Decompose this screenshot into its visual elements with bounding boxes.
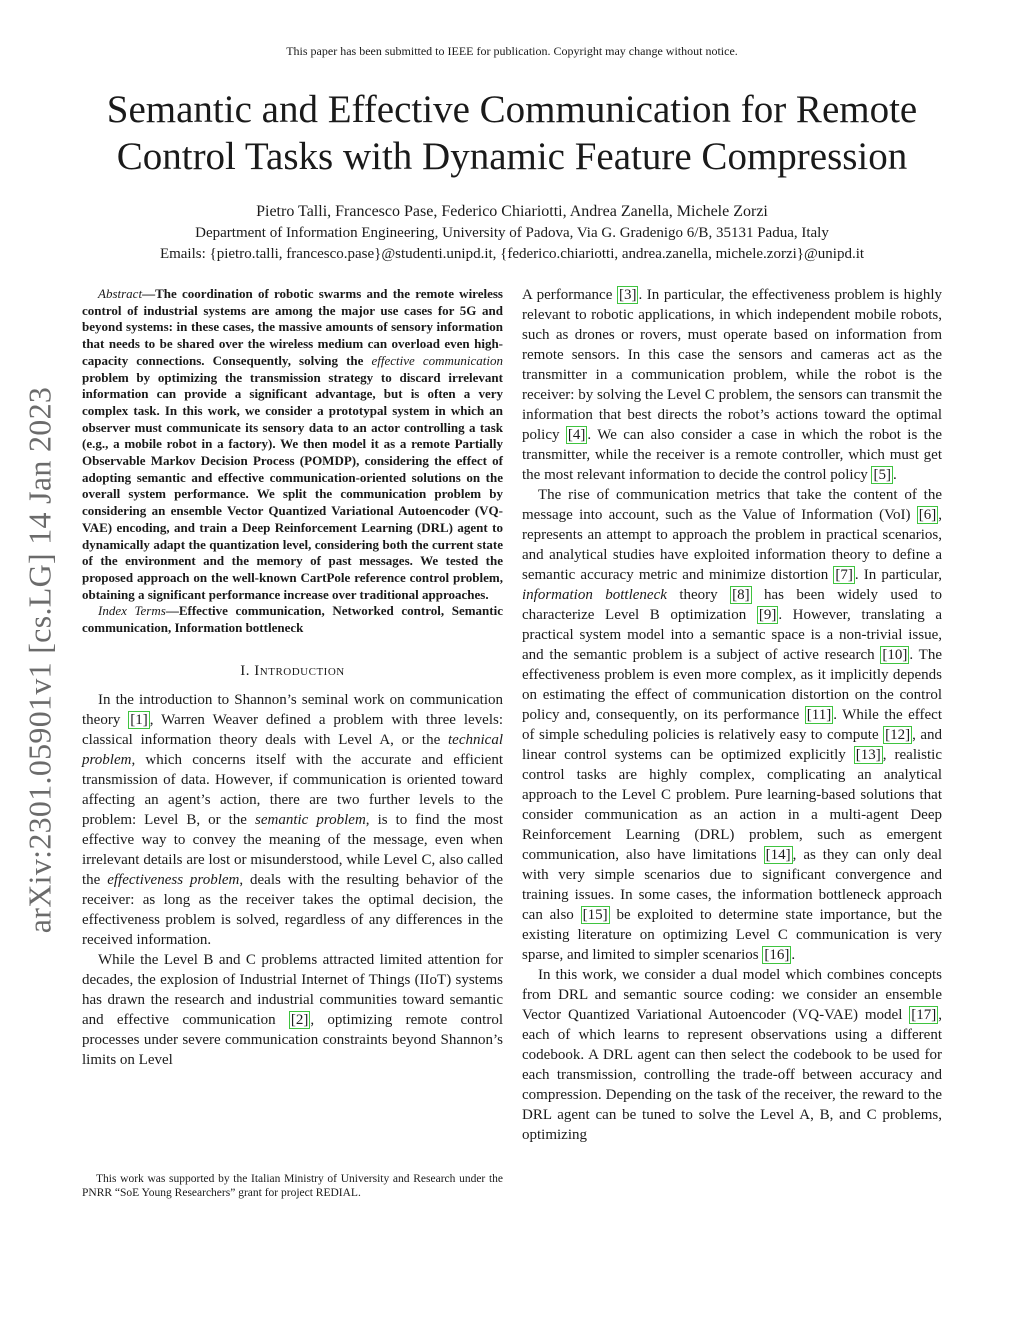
left-column	[82, 286, 503, 1070]
paper-title	[60, 86, 964, 180]
citation-link[interactable]: [14]	[765, 847, 791, 863]
arxiv-sidebar	[20, 362, 60, 958]
intro-paragraph-4: The rise of communication metrics that take the content of the message into account, such as the Value of Information (VoI) [6] , represents an attempt to approach the problem in practical scenarios, and analytical studies have exploited information theory to define a semantic accuracy metric and minimize distortion [7] . In particular, information bottleneck theory [8] has been widely used to characterize Level B optimization [9] . However, translating a practical system model into a semantic space is a non-trivial issue, and the semantic problem is a subject of active research [10] . The effectiveness problem is even more complex, as it implicitly depends on estimating the effect of communication distortion on the control policy and, consequently, on its performance [11] . While the effect of simple scheduling policies is relatively easy to compute [12] , and linear control systems can be optimized explicitly [13] , realistic control tasks are highly complex, complicating an analytical approach to the Level C problem. Pure learning-based solutions that consider communication as an action in a multi-agent Deep Reinforcement Learning (DRL) problem, such as emergent communication, also have limitations [14] , as they can only deal with very simple scenarios due to significant convergence and training issues. In some cases, the information bottleneck approach can also [15] be exploited to determine state importance, but the existing literature on optimizing Level C communication is very sparse, and limited to simpler scenarios [16] .	[522, 487, 942, 963]
citation-link[interactable]: [13]	[855, 747, 881, 763]
citation-link[interactable]: [16]	[764, 947, 790, 963]
right-column	[522, 285, 942, 1145]
index-terms-label: Index Terms	[98, 603, 166, 619]
citation-link[interactable]: [1]	[130, 711, 148, 728]
arxiv-identifier: arXiv:2301.05901v1 [cs.LG] 14 Jan 2023	[21, 386, 58, 934]
author-emails: Emails: {pietro.talli, francesco.pase}@studenti.unipd.it, {federico.chiariotti, andrea.zanella, michele.zorzi}@unipd.it	[159, 246, 865, 262]
citation-link[interactable]: [6]	[918, 507, 937, 523]
intro-paragraph-5: In this work, we consider a dual model which combines concepts from DRL and semantic source coding: we consider an ensemble Vector Quantized Variational Autoencoder (VQ-VAE) model [17] , each of which learns to represent observations using a different codebook. A DRL agent can then select the codebook to be used for each transmission, controlling the trade-off between accuracy and compression. Depending on the task of the receiver, the reward to the DRL agent can be tuned to solve the Level A, B, and C problems, optimizing	[522, 967, 942, 1143]
citation-link[interactable]: [17]	[911, 1007, 937, 1023]
citation-link[interactable]: [3]	[618, 287, 637, 303]
abstract: Abstract—The coordination of robotic swarms and the remote wireless control of industrial systems are among the major use cases for 5G and beyond systems: in these cases, the massive amounts of sensory information that needs to be shared over the wireless medium can overload even high-capacity connections. Consequently, solving the effective communication problem by optimizing the transmission strategy to discard irrelevant information can provide a significant advantage, but is often a very complex task. In this work, we consider a prototypal system in which an observer must communicate its sensory data to an actor controlling a task (e.g., a mobile robot in a factory). We then model it as a remote Partially Observable Markov Decision Process (POMDP), considering the effect of adopting semantic and effective communication-oriented solutions on the overall system performance. We split the communication problem by considering an ensemble Vector Quantized Variational Autoencoder (VQ-VAE) encoding, and train a Deep Reinforcement Learning (DRL) agent to dynamically adapt the quantization level, considering both the current state of the environment and the memory of past messages. We tested the proposed approach on the well-known CartPole reference control problem, obtaining a significant performance increase over traditional approaches.	[82, 286, 503, 602]
index-terms: Index Terms—Effective communication, Networked control, Semantic communication, Information bottleneck	[82, 603, 503, 636]
abstract-label: Abstract	[98, 286, 143, 301]
intro-paragraph-1: In the introduction to Shannon’s seminal work on communication theory [1] , Warren Weaver defined a problem with three levels: classical information theory deals with Level A, or the technical problem, which concerns itself with the accurate and efficient transmission of data. However, if communication is oriented toward affecting an agent’s action, there are two further levels to the problem: Level B, or the semantic problem, is to find the most effective way to convey the meaning of the message, even when irrelevant details are lost or misunderstood, while Level C, also called the effectiveness problem, deals with the resulting behavior of the receiver: as long as the receiver takes the optimal decision, the effectiveness problem is solved, regardless of any differences in the received information.	[82, 691, 504, 948]
citation-link[interactable]: [8]	[732, 587, 750, 603]
intro-paragraph-2: While the Level B and C problems attracted limited attention for decades, the explosion of Industrial Internet of Things (IIoT) systems has drawn the research and industrial communities toward semantic and effective communication [2] , optimizing remote control processes under severe communication constraints beyond Shannon’s limits on Level	[82, 951, 503, 1068]
citation-link[interactable]: [5]	[873, 467, 891, 483]
title-line-2: Control Tasks with Dynamic Feature Compression	[116, 135, 908, 178]
submission-notice: This paper has been submitted to IEEE for publication. Copyright may change without notice.	[286, 44, 738, 58]
title-line-1: Semantic and Effective Communication for Remote	[106, 88, 918, 131]
citation-link[interactable]: [11]	[806, 707, 832, 723]
citation-link[interactable]: [15]	[582, 907, 608, 923]
citation-link[interactable]: [2]	[290, 1011, 309, 1028]
citation-link[interactable]: [7]	[835, 567, 853, 583]
affiliation: Department of Information Engineering, University of Padova, Via G. Gradenigo 6/B, 35131 Padua, Italy	[195, 225, 829, 241]
funding-footnote: This work was supported by the Italian Ministry of University and Research under the PNRR “SoE Young Researchers” grant for project REDIAL.	[82, 1173, 503, 1199]
citation-link[interactable]: [4]	[567, 427, 586, 443]
author-list: Pietro Talli, Francesco Pase, Federico Chiariotti, Andrea Zanella, Michele Zorzi	[256, 203, 768, 220]
intro-paragraph-3: A performance [3] . In particular, the effectiveness problem is highly relevant to robotic applications, in which independent mobile robots, such as drones or rovers, must operate based on information from remote sensors. In this case the sensors and cameras act as the transmitter in a communication problem, while the robot is the receiver: by solving the Level C problem, the sensors can transmit the information that best directs the robot’s actions toward the optimal policy [4] . We can also consider a case in which the robot is the transmitter, while the receiver is a remote controller, which must get the most relevant information to decide the control policy [5] .	[522, 287, 943, 483]
section-heading-introduction: I. Introduction	[240, 662, 345, 679]
citation-link[interactable]: [9]	[758, 607, 777, 623]
citation-link[interactable]: [10]	[882, 647, 908, 663]
citation-link[interactable]: [12]	[885, 727, 911, 743]
